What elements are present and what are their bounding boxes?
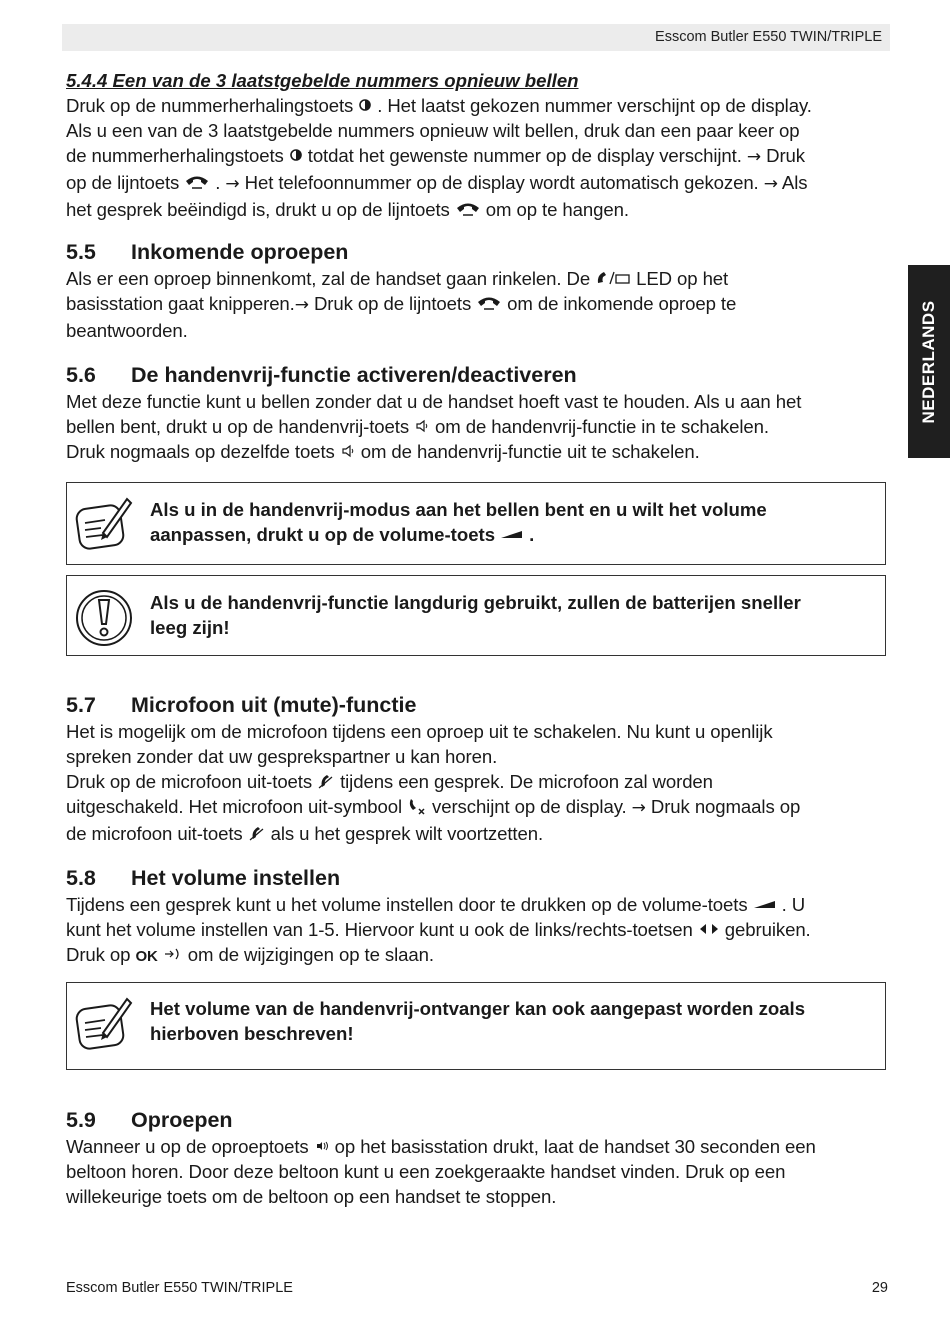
- arrow-right-icon: →: [746, 147, 762, 167]
- note-pencil-icon: [73, 993, 135, 1060]
- phone-led-icon: [595, 270, 631, 286]
- section-5-4-4: [66, 68, 890, 222]
- note-pencil-icon: [73, 493, 135, 560]
- left-right-keys-icon: [698, 923, 720, 935]
- paragraph-line: beantwoorden.: [66, 320, 188, 341]
- mute-key-icon: [317, 773, 335, 789]
- line-key-icon: [184, 174, 210, 190]
- paragraph-line: Druk op de microfoon uit-toets tijdens een gesprek. De microfoon zal worden: [66, 771, 713, 792]
- paragraph-line: spreken zonder dat uw gesprekspartner u kan horen.: [66, 746, 498, 767]
- language-tab-label: NEDERLANDS: [919, 299, 938, 424]
- note-text: Als u in de handenvrij-modus aan het bellen bent en u wilt het volume aanpassen, drukt u op de volume-toets .: [150, 499, 767, 545]
- ok-key-label: OK: [135, 948, 158, 965]
- language-tab: [908, 265, 950, 458]
- section-heading: 5.9 Oproepen: [66, 1108, 233, 1132]
- section-heading: 5.5 Inkomende oproepen: [66, 240, 349, 264]
- line-key-icon: [455, 201, 481, 217]
- section-heading: 5.7 Microfoon uit (mute)-functie: [66, 693, 417, 717]
- mute-key-icon: [248, 825, 266, 841]
- warning-text: Als u de handenvrij-functie langdurig gebruikt, zullen de batterijen sneller leeg zijn!: [150, 592, 801, 638]
- arrow-right-icon: →: [225, 174, 240, 194]
- line-key-icon: [476, 295, 502, 311]
- paragraph-line: Het is mogelijk om de microfoon tijdens een oproep uit te schakelen. Nu kunt u openlijk: [66, 721, 773, 742]
- paragraph-line: Druk op de nummerherhalingstoets . Het laatst gekozen nummer verschijnt op de display.: [66, 95, 812, 116]
- section-5-9: [66, 1106, 890, 1209]
- paragraph-line: Met deze functie kunt u bellen zonder dat u de handset hoeft vast te houden. Als u aan het: [66, 391, 802, 412]
- arrow-right-icon: →: [631, 798, 646, 818]
- paragraph-line: Druk nogmaals op dezelfde toets om de handenvrij-functie uit te schakelen.: [66, 441, 700, 462]
- footer-title: Esscom Butler E550 TWIN/TRIPLE: [66, 1280, 293, 1296]
- paragraph-line: Tijdens een gesprek kunt u het volume instellen door te drukken op de volume-toets . U: [66, 894, 806, 915]
- speaker-icon: [340, 444, 356, 458]
- paragraph-line: kunt het volume instellen van 1-5. Hiervoor kunt u ook de links/rechts-toetsen gebruiken.: [66, 919, 811, 940]
- section-5-7: [66, 691, 890, 846]
- section-5-6: [66, 361, 890, 464]
- paragraph-line: willekeurige toets om de beltoon op een handset te stoppen.: [66, 1186, 557, 1207]
- paragraph-line: uitgeschakeld. Het microfoon uit-symbool verschijnt op de display. → Druk nogmaals op: [66, 796, 801, 818]
- paragraph-line: Als u een van de 3 laatstgebelde nummers opnieuw wilt bellen, druk dan een paar keer op: [66, 120, 800, 141]
- paragraph-line: Als er een oproep binnenkomt, zal de handset gaan rinkelen. De LED op het: [66, 268, 729, 289]
- redial-icon: [289, 149, 303, 161]
- section-5-5: [66, 238, 890, 343]
- note-text: Het volume van de handenvrij-ontvanger kan ook aangepast worden zoals hierboven beschreven!: [150, 998, 806, 1044]
- section-title: 5.4.4 Een van de 3 laatstgebelde nummers opnieuw bellen: [66, 70, 579, 91]
- note-box: [66, 982, 886, 1070]
- arrow-right-icon: →: [294, 295, 309, 315]
- section-heading: 5.8 Het volume instellen: [66, 866, 341, 890]
- paragraph-line: de nummerherhalingstoets totdat het gewenste nummer op de display verschijnt. → Druk: [66, 145, 805, 167]
- paragraph-line: beltoon horen. Door deze beltoon kunt u een zoekgeraakte handset vinden. Druk op een: [66, 1161, 786, 1182]
- paragraph-line: op de lijntoets . → Het telefoonnummer op de display wordt automatisch gekozen. → Als: [66, 172, 808, 194]
- section-heading: 5.6 De handenvrij-functie activeren/deactiveren: [66, 363, 577, 387]
- ok-key-icon: [163, 947, 183, 961]
- arrow-right-icon: →: [763, 174, 778, 194]
- redial-icon: [358, 99, 372, 111]
- section-5-8: [66, 864, 890, 969]
- page-number: 29: [871, 1280, 888, 1296]
- volume-key-icon: [500, 529, 524, 539]
- paragraph-line: bellen bent, drukt u op de handenvrij-toets om de handenvrij-functie in te schakelen.: [66, 416, 769, 437]
- mute-symbol-icon: [407, 797, 427, 815]
- paragraph-line: de microfoon uit-toets als u het gesprek wilt voortzetten.: [66, 823, 544, 844]
- paragraph-line: het gesprek beëindigd is, drukt u op de lijntoets om op te hangen.: [66, 199, 629, 220]
- note-box: [66, 482, 886, 565]
- paragraph-line: basisstation gaat knipperen.→ Druk op de lijntoets om de inkomende oproep te: [66, 293, 737, 315]
- volume-key-icon: [753, 899, 777, 909]
- speaker-icon: [414, 419, 430, 433]
- warning-icon: [73, 586, 135, 653]
- warning-box: [66, 575, 886, 656]
- header-title: Esscom Butler E550 TWIN/TRIPLE: [655, 29, 882, 45]
- paragraph-line: Druk op OK om de wijzigingen op te slaan.: [66, 944, 434, 965]
- page-header: [62, 24, 890, 51]
- paging-key-icon: [314, 1139, 330, 1153]
- paragraph-line: Wanneer u op de oproeptoets op het basisstation drukt, laat de handset 30 seconden een: [66, 1136, 816, 1157]
